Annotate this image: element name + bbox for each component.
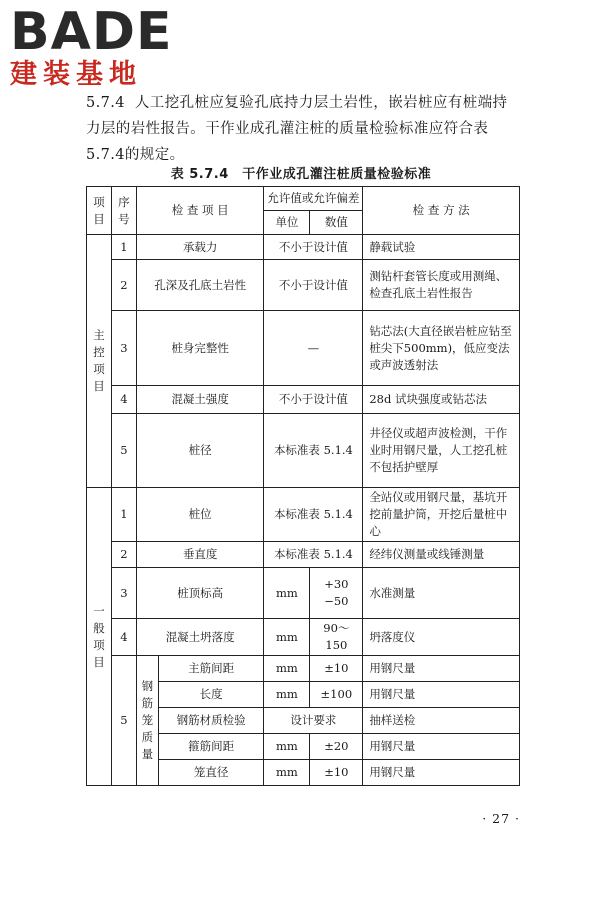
vertical-char: 目 bbox=[93, 211, 105, 226]
vertical-char: 目 bbox=[93, 379, 105, 393]
row-unit: mm bbox=[264, 760, 310, 786]
vertical-char: 质 bbox=[141, 730, 154, 744]
group-main bbox=[87, 235, 112, 488]
group-general bbox=[87, 488, 112, 786]
row-value: 不小于设计值 bbox=[264, 386, 363, 414]
row-seq: 5 bbox=[111, 414, 136, 488]
row-method: 28d 试块强度或钻芯法 bbox=[363, 386, 520, 414]
vertical-char: 项 bbox=[93, 194, 105, 209]
row-item: 孔深及孔底土岩性 bbox=[136, 260, 264, 311]
row-method: 用钢尺量 bbox=[363, 656, 520, 682]
row-seq: 1 bbox=[111, 488, 136, 542]
row-seq: 2 bbox=[111, 542, 136, 568]
value-plus: +30 bbox=[324, 577, 349, 591]
vertical-char: 项 bbox=[93, 362, 105, 376]
row-item: 混凝土坍落度 bbox=[136, 619, 264, 656]
row-unit: mm bbox=[264, 682, 310, 708]
table-row bbox=[87, 488, 520, 542]
row-value: ±10 bbox=[310, 760, 363, 786]
row-seq: 3 bbox=[111, 568, 136, 619]
row-item: 箍筋间距 bbox=[158, 734, 264, 760]
row-value: 本标准表 5.1.4 bbox=[264, 414, 363, 488]
row-method: 井径仪或超声波检测，干作业时用钢尺量，人工挖孔桩不包括护壁厚 bbox=[363, 414, 520, 488]
row-value: ±100 bbox=[310, 682, 363, 708]
header-method: 检 查 方 法 bbox=[363, 187, 520, 235]
row-method: 水准测量 bbox=[363, 568, 520, 619]
vertical-char: 主 bbox=[93, 328, 105, 342]
row-item: 垂直度 bbox=[136, 542, 264, 568]
row-seq: 1 bbox=[111, 235, 136, 260]
row-value: 90～150 bbox=[310, 619, 363, 656]
row-item: 桩顶标高 bbox=[136, 568, 264, 619]
row-value: ±10 bbox=[310, 656, 363, 682]
row-seq: 2 bbox=[111, 260, 136, 311]
row-item: 承载力 bbox=[136, 235, 264, 260]
header-value: 数值 bbox=[310, 211, 363, 235]
row-value: — bbox=[264, 311, 363, 386]
row-seq: 3 bbox=[111, 311, 136, 386]
row-method: 用钢尺量 bbox=[363, 760, 520, 786]
vertical-char: 控 bbox=[93, 345, 105, 359]
vertical-char: 号 bbox=[118, 211, 130, 226]
paragraph-text: 人工挖孔桩应复验孔底持力层土岩性，嵌岩桩应有桩端持力层的岩性报告。干作业成孔灌注桩的质量检验标准应符合表5.7.4的规定。 bbox=[86, 95, 508, 163]
page-number: · 27 · bbox=[482, 811, 520, 826]
vertical-char: 般 bbox=[93, 620, 105, 635]
row-method: 全站仪或用钢尺量，基坑开挖前量护筒，开挖后量桩中心 bbox=[363, 488, 520, 542]
header-item bbox=[87, 187, 112, 235]
vertical-char: 笼 bbox=[141, 713, 154, 727]
row-item: 长度 bbox=[158, 682, 264, 708]
vertical-char: 筋 bbox=[141, 696, 154, 710]
row-seq: 4 bbox=[111, 386, 136, 414]
header-row bbox=[87, 187, 520, 211]
vertical-char: 一 bbox=[93, 603, 105, 618]
row-item: 桩身完整性 bbox=[136, 311, 264, 386]
row-method: 测钻杆套管长度或用测绳、检查孔底土岩性报告 bbox=[363, 260, 520, 311]
row-value: 不小于设计值 bbox=[264, 260, 363, 311]
row-method: 坍落度仪 bbox=[363, 619, 520, 656]
vertical-char: 钢 bbox=[141, 679, 154, 693]
group-rebar-cage bbox=[136, 656, 158, 786]
vertical-char: 项 bbox=[93, 637, 105, 652]
header-check-item: 检 查 项 目 bbox=[136, 187, 264, 235]
row-value: ±20 bbox=[310, 734, 363, 760]
intro-paragraph bbox=[86, 90, 516, 168]
table-row bbox=[87, 619, 520, 656]
row-method: 用钢尺量 bbox=[363, 682, 520, 708]
header-allowance: 允许值或允许偏差 bbox=[264, 187, 363, 211]
row-seq: 4 bbox=[111, 619, 136, 656]
table-row bbox=[87, 656, 520, 682]
table-row bbox=[87, 386, 520, 414]
table-row bbox=[87, 414, 520, 488]
table-row bbox=[87, 568, 520, 619]
row-item: 桩位 bbox=[136, 488, 264, 542]
row-method: 经纬仪测量或线锤测量 bbox=[363, 542, 520, 568]
row-item: 钢筋材质检验 bbox=[158, 708, 264, 734]
header-unit: 单位 bbox=[264, 211, 310, 235]
row-value: 本标准表 5.1.4 bbox=[264, 488, 363, 542]
table-row bbox=[87, 235, 520, 260]
row-seq: 5 bbox=[111, 656, 136, 786]
value-minus: −50 bbox=[324, 594, 349, 608]
row-unit: mm bbox=[264, 656, 310, 682]
row-value-range bbox=[310, 568, 363, 619]
row-unit: mm bbox=[264, 568, 310, 619]
quality-standard-table bbox=[86, 186, 520, 786]
vertical-char: 量 bbox=[141, 747, 154, 761]
row-method: 用钢尺量 bbox=[363, 734, 520, 760]
row-method: 抽样送检 bbox=[363, 708, 520, 734]
logo bbox=[10, 2, 185, 90]
header-seq bbox=[111, 187, 136, 235]
table-row bbox=[87, 311, 520, 386]
row-item: 桩径 bbox=[136, 414, 264, 488]
table-row bbox=[87, 260, 520, 311]
logo-sub-text: 建装基地 bbox=[10, 59, 142, 90]
table-row bbox=[87, 542, 520, 568]
row-item: 主筋间距 bbox=[158, 656, 264, 682]
logo-main-text: BADE bbox=[10, 2, 173, 62]
row-value: 本标准表 5.1.4 bbox=[264, 542, 363, 568]
row-method: 静载试验 bbox=[363, 235, 520, 260]
row-unit: mm bbox=[264, 734, 310, 760]
row-unit: mm bbox=[264, 619, 310, 656]
vertical-char: 目 bbox=[93, 654, 105, 669]
row-value: 设计要求 bbox=[264, 708, 363, 734]
vertical-char: 序 bbox=[118, 194, 130, 209]
table-caption: 表 5.7.4 干作业成孔灌注桩质量检验标准 bbox=[170, 167, 432, 182]
paragraph-number: 5.7.4 bbox=[86, 95, 125, 111]
row-item: 混凝土强度 bbox=[136, 386, 264, 414]
row-item: 笼直径 bbox=[158, 760, 264, 786]
row-method: 钻芯法(大直径嵌岩桩应钻至桩尖下500mm)，低应变法或声波透射法 bbox=[363, 311, 520, 386]
row-value: 不小于设计值 bbox=[264, 235, 363, 260]
